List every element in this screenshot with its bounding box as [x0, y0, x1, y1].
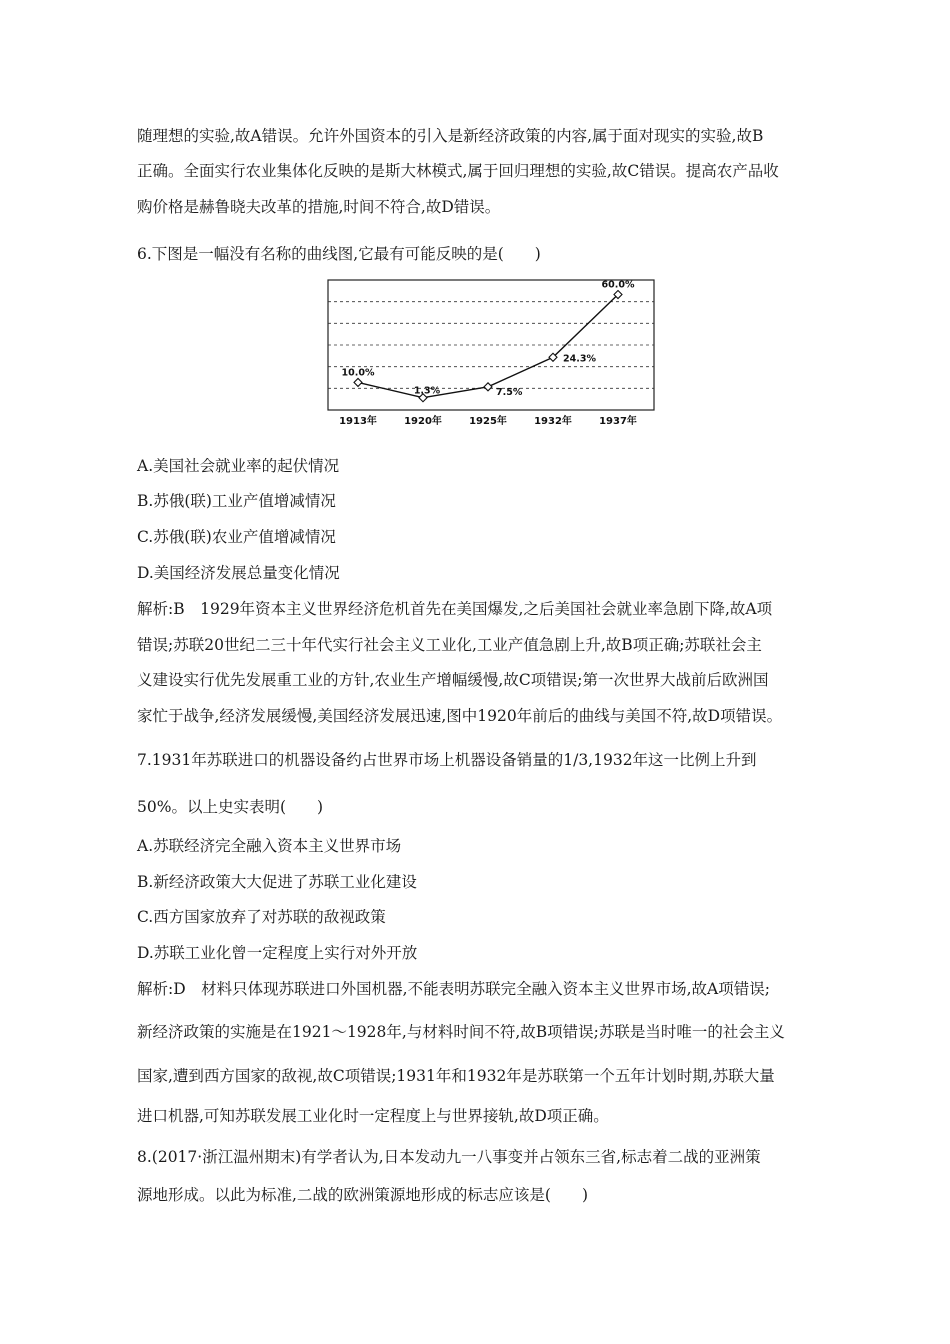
- option-c: C.苏俄(联)农业产值增减情况: [137, 528, 336, 546]
- line-chart: [326, 278, 656, 426]
- x-tick-label: 1920年: [404, 416, 442, 427]
- question-8-stem: 8.(2017·浙江温州期末)有学者认为,日本发动九一八事变并占领东三省,标志着二战的亚洲策: [137, 1148, 761, 1166]
- text-line: 正确。全面实行农业集体化反映的是斯大林模式,属于回归理想的实验,故C错误。提高农产品收: [137, 162, 779, 180]
- analysis-line: 国家,遭到西方国家的敌视,故C项错误;1931年和1932年是苏联第一个五年计划时期,苏联大量: [137, 1067, 775, 1085]
- question-8-stem: 源地形成。以此为标准,二战的欧洲策源地形成的标志应该是( ): [137, 1186, 589, 1204]
- x-tick-label: 1913年: [339, 416, 377, 427]
- chart-svg: [326, 278, 656, 426]
- option-d: D.美国经济发展总量变化情况: [137, 564, 340, 582]
- data-label: 7.5%: [496, 386, 523, 398]
- data-label: 1.3%: [413, 385, 441, 397]
- x-tick-label: 1925年: [469, 416, 507, 427]
- x-tick-label: 1937年: [599, 416, 637, 427]
- analysis-line: 家忙于战争,经济发展缓慢,美国经济发展迅速,图中1920年前后的曲线与美国不符,故D项错误。: [137, 707, 783, 725]
- analysis-line: 义建设实行优先发展重工业的方针,农业生产增幅缓慢,故C项错误;第一次世界大战前后欧洲国: [137, 671, 769, 689]
- data-label: 10.0%: [341, 367, 375, 379]
- text-line: 随理想的实验,故A错误。允许外国资本的引入是新经济政策的内容,属于面对现实的实验,故B: [137, 127, 764, 145]
- analysis-line: 解析:B 1929年资本主义世界经济危机首先在美国爆发,之后美国社会就业率急剧下降,故A项: [137, 600, 773, 618]
- analysis-line: 进口机器,可知苏联发展工业化时一定程度上与世界接轨,故D项正确。: [137, 1107, 609, 1125]
- question-7-stem: 7.1931年苏联进口的机器设备约占世界市场上机器设备销量的1/3,1932年这一比例上升到: [137, 751, 757, 769]
- data-label: 60.0%: [601, 279, 635, 291]
- x-tick-label: 1932年: [534, 416, 572, 427]
- question-7-stem: 50%。以上史实表明( ): [137, 798, 324, 816]
- data-point-marker: [484, 383, 492, 391]
- option-a: A.苏联经济完全融入资本主义世界市场: [137, 837, 402, 855]
- analysis-line: 解析:D 材料只体现苏联进口外国机器,不能表明苏联完全融入资本主义世界市场,故A项错误;: [137, 980, 770, 998]
- analysis-line: 新经济政策的实施是在1921～1928年,与材料时间不符,故B项错误;苏联是当时唯一的社会主义: [137, 1023, 785, 1041]
- question-6-stem: 6.下图是一幅没有名称的曲线图,它最有可能反映的是( ): [137, 245, 541, 263]
- analysis-line: 错误;苏联20世纪二三十年代实行社会主义工业化,工业产值急剧上升,故B项正确;苏联社会主: [137, 636, 762, 654]
- option-a: A.美国社会就业率的起伏情况: [137, 457, 340, 475]
- option-d: D.苏联工业化曾一定程度上实行对外开放: [137, 944, 418, 962]
- text-line: 购价格是赫鲁晓夫改革的措施,时间不符合,故D错误。: [137, 198, 501, 216]
- data-point-marker: [354, 378, 362, 386]
- option-c: C.西方国家放弃了对苏联的敌视政策: [137, 908, 386, 926]
- data-label: 24.3%: [563, 353, 596, 365]
- option-b: B.苏俄(联)工业产值增减情况: [137, 492, 336, 510]
- option-b: B.新经济政策大大促进了苏联工业化建设: [137, 873, 417, 891]
